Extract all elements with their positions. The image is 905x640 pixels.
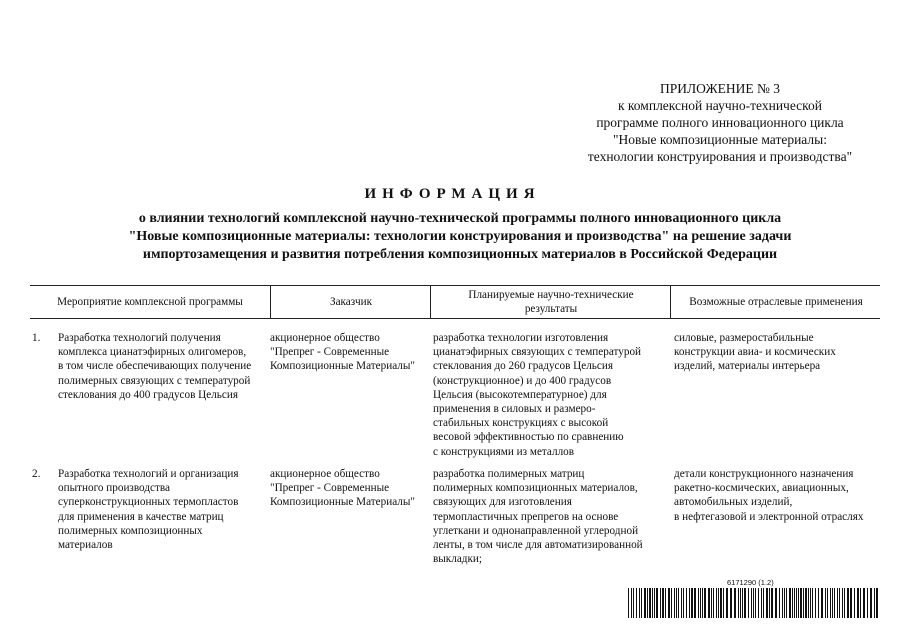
cell-line: опытного производства — [58, 482, 170, 495]
cell-line: детали конструкционного назначения — [674, 468, 854, 480]
appendix-line: ПРИЛОЖЕНИЕ № 3 — [659, 81, 781, 96]
cell-line: конструкции авиа- и космических — [674, 346, 836, 359]
cell-line: стабильных конструкциях с высокой — [433, 417, 609, 430]
results-cell — [433, 331, 665, 459]
cell-line: автомобильных изделий, — [674, 496, 793, 509]
cell-line: изделий, материалы интерьера — [674, 360, 821, 373]
barcode-label: 6171290 (1.2) — [727, 578, 774, 587]
cell-line: суперконструкционных термопластов — [58, 496, 239, 509]
cell-line: в том числе обеспечивающих получение — [58, 360, 252, 373]
cell-line: термопластичных препрегов на основе — [433, 510, 619, 523]
appendix-header — [560, 80, 880, 165]
cell-line: связующих для изготовления — [433, 496, 572, 509]
appendix-line: программе полного инновационного цикла — [596, 115, 844, 130]
row-number: 2. — [32, 468, 41, 480]
cell-line: стеклования до 260 градусов Цельсия — [433, 360, 614, 373]
cell-line: Разработка технологий и организация — [58, 468, 239, 480]
cell-line: силовые, размеростабильные — [674, 332, 814, 344]
table-row — [30, 467, 880, 577]
results-cell — [433, 467, 665, 566]
header-results-label: Планируемые научно-технические результаты — [468, 288, 634, 315]
document-title: ИНФОРМАЦИЯ — [364, 186, 541, 202]
applications-cell — [674, 467, 880, 524]
information-table — [30, 285, 880, 577]
subtitle-line: "Новые композиционные материалы: технологии конструирования и производства" на решение задачи — [128, 229, 792, 244]
header-customer: Заказчик — [270, 286, 431, 318]
cell-line: стеклования до 400 градусов Цельсия — [58, 388, 239, 401]
header-results — [430, 286, 671, 318]
cell-line: (конструкционное) и до 400 градусов — [433, 374, 612, 387]
cell-line: с конструкциями из металлов — [433, 445, 575, 458]
cell-line: акционерное общество — [270, 332, 380, 344]
appendix-line: технологии конструирования и производства" — [587, 149, 853, 164]
cell-line: ракетно-космических, авиационных, — [674, 482, 849, 495]
appendix-line: "Новые композиционные материалы: — [613, 132, 827, 147]
customer-cell — [270, 467, 430, 510]
cell-line: углеткани и однонаправленной углеродной — [433, 524, 639, 537]
customer-cell — [270, 331, 430, 374]
cell-line: комплекса цианатэфирных олигомеров, — [58, 346, 247, 359]
cell-line: применения в силовых и размеро- — [433, 403, 596, 416]
cell-line: Разработка технологий получения — [58, 332, 221, 344]
cell-line: в нефтегазовой и электронной отраслях — [674, 510, 864, 523]
cell-line: полимерных композиционных материалов, — [433, 482, 638, 495]
cell-line: "Препрег - Современные — [270, 482, 390, 495]
cell-line: для применения в качестве матриц — [58, 510, 224, 523]
cell-line: "Препрег - Современные — [270, 346, 390, 359]
applications-cell — [674, 331, 880, 374]
cell-line: полимерных связующих с температурой — [58, 374, 251, 387]
table-header — [30, 285, 880, 319]
cell-line: ленты, в том числе для автоматизированной — [433, 539, 643, 552]
cell-line: акционерное общество — [270, 468, 380, 480]
row-number: 1. — [32, 332, 41, 344]
cell-line: полимерных композиционных — [58, 524, 203, 537]
cell-line: цианатэфирных связующих с температурой — [433, 346, 642, 359]
subtitle-line: о влиянии технологий комплексной научно-технической программы полного инновационного цикла — [138, 211, 782, 226]
document-subtitle — [20, 210, 900, 264]
cell-line: выкладки; — [433, 553, 483, 566]
table-row — [30, 331, 880, 467]
cell-line: Композиционные Материалы" — [270, 496, 415, 509]
cell-line: Цельсия (высокотемпературное) для — [433, 388, 607, 401]
appendix-line: к комплексной научно-технической — [618, 98, 822, 113]
cell-line: Композиционные Материалы" — [270, 360, 415, 373]
cell-line: весовой эффективностью по сравнению — [433, 431, 624, 444]
cell-line: разработка полимерных матриц — [433, 468, 585, 480]
header-applications: Возможные отраслевые применения — [670, 286, 881, 318]
activity-cell — [58, 331, 268, 402]
barcode-image — [628, 588, 880, 618]
subtitle-line: импортозамещения и развития потребления композиционных материалов в Российской Федерации — [142, 247, 778, 262]
activity-cell — [58, 467, 268, 552]
header-activity: Мероприятие комплексной программы — [57, 295, 243, 308]
cell-line: разработка технологии изготовления — [433, 332, 609, 344]
cell-line: материалов — [58, 539, 113, 552]
